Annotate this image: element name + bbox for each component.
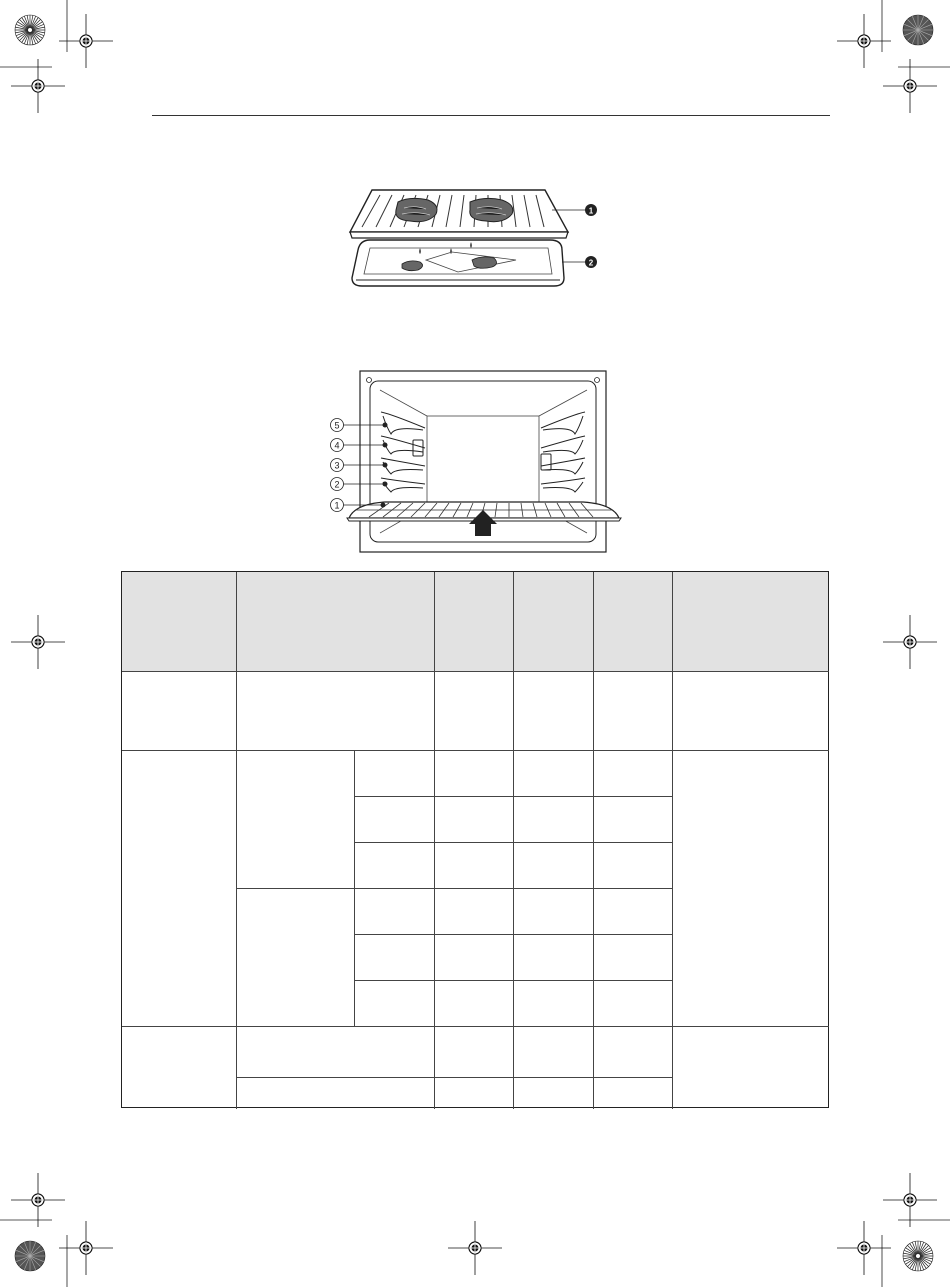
row-divider [236,1077,672,1078]
callout-2 [562,256,597,268]
broil-guide-table [121,571,829,1108]
row-divider [236,888,672,889]
svg-text:3: 3 [334,460,340,471]
col-divider [236,572,237,1109]
broil-pan [352,240,564,286]
row-divider [354,980,672,981]
oven-back-wall [427,416,539,506]
broil-grill [350,190,568,238]
row-divider [122,750,829,751]
svg-text:4: 4 [334,440,340,451]
row-divider [122,1026,829,1027]
table-header-row [122,572,828,671]
svg-text:5: 5 [334,420,340,431]
col-divider [593,572,594,1109]
svg-text:2: 2 [334,479,340,490]
row-divider [122,671,829,672]
row-divider [354,934,672,935]
row-divider [354,842,672,843]
col-divider [434,572,435,1109]
header-rule [152,115,830,116]
callout-2-label: 2 [588,258,594,268]
svg-text:1: 1 [334,500,340,511]
col-divider [672,572,673,1109]
row-divider [354,796,672,797]
callout-1-label: 1 [588,206,594,216]
oven-rack-positions-illustration [325,368,625,558]
broil-pan-illustration [340,180,610,295]
col-divider [513,572,514,1109]
